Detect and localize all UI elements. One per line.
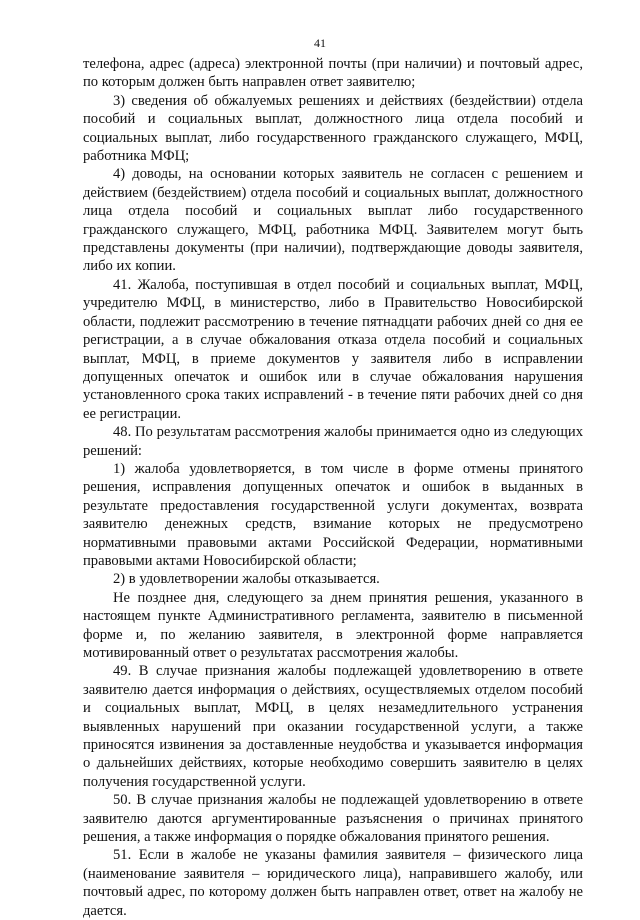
document-body	[83, 55, 583, 920]
paragraph-response-deadline: Не позднее дня, следующего за днем принятия решения, указанного в настоящем пункте Административного регламента, заявителю в письменной форме и, по желанию заявителя, в электронной форме направляется мотивированный ответ о результатах рассмотрения жалобы.	[83, 589, 583, 661]
paragraph-item-3: 3) сведения об обжалуемых решениях и действиях (бездействии) отдела пособий и социальных выплат, должностного лица отдела пособий и социальных выплат, либо государственного гражданского служащего, МФЦ, работника МФЦ;	[83, 92, 583, 165]
paragraph-contact-info: телефона, адрес (адреса) электронной почты (при наличии) и почтовый адрес, по которым должен быть направлен ответ заявителю;	[83, 56, 583, 91]
paragraph-clause-50: 50. В случае признания жалобы не подлежащей удовлетворению в ответе заявителю даются аргументированные разъяснения о причинах принятого решения, а также информация о порядке обжалования принятого решения.	[83, 792, 583, 846]
paragraph-decision-2: 2) в удовлетворении жалобы отказывается.	[113, 571, 380, 588]
paragraph-item-4: 4) доводы, на основании которых заявитель не согласен с решением и действием (бездействием) отдела пособий и социальных выплат, должностного лица отдела пособий и социальных выплат либо государственного гражданского служащего, МФЦ, работника МФЦ. Заявителем могут быть представлены документы (при наличии), подтверждающие доводы заявителя, либо их копии.	[83, 166, 583, 275]
paragraph-clause-41: 41. Жалоба, поступившая в отдел пособий и социальных выплат, МФЦ, учредителю МФЦ, в министерство, либо в Правительство Новосибирской области, подлежит рассмотрению в течение пятнадцати рабочих дней со дня ее регистрации, а в случае обжалования отказа отдела пособий и социальных выплат, МФЦ, в приеме документов у заявителя либо в исправлении допущенных опечаток и ошибок или в случае обжалования нарушения установленного срока таких исправлений - в течение пяти рабочих дней со дня ее регистрации.	[83, 276, 583, 422]
paragraph-clause-51: 51. Если в жалобе не указаны фамилия заявителя – физического лица (наименование заявителя – юридического лица), направившего жалобу, или почтовый адрес, по которому должен быть направлен ответ, ответ на жалобу не дается.	[83, 847, 583, 919]
paragraph-clause-48: 48. По результатам рассмотрения жалобы принимается одно из следующих решений:	[83, 424, 583, 459]
paragraph-clause-49: 49. В случае признания жалобы подлежащей удовлетворению в ответе заявителю дается информация о действиях, осуществляемых отделом пособий и социальных выплат, МФЦ, в целях незамедлительного устранения выявленных нарушений при оказании государственной услуги, а также приносятся извинения за доставленные неудобства и указывается информация о дальнейших действиях, которые необходимо совершить заявителю в целях получения государственной услуги.	[83, 663, 583, 790]
paragraph-decision-1: 1) жалоба удовлетворяется, в том числе в форме отмены принятого решения, исправления допущенных опечаток и ошибок в выданных в результате предоставления государственной услуги документах, возврата заявителю денежных средств, взимание которых не предусмотрено нормативными правовыми актами Российской Федерации, нормативными правовыми актами Новосибирской области;	[83, 460, 583, 569]
page-number: 41	[314, 36, 326, 50]
